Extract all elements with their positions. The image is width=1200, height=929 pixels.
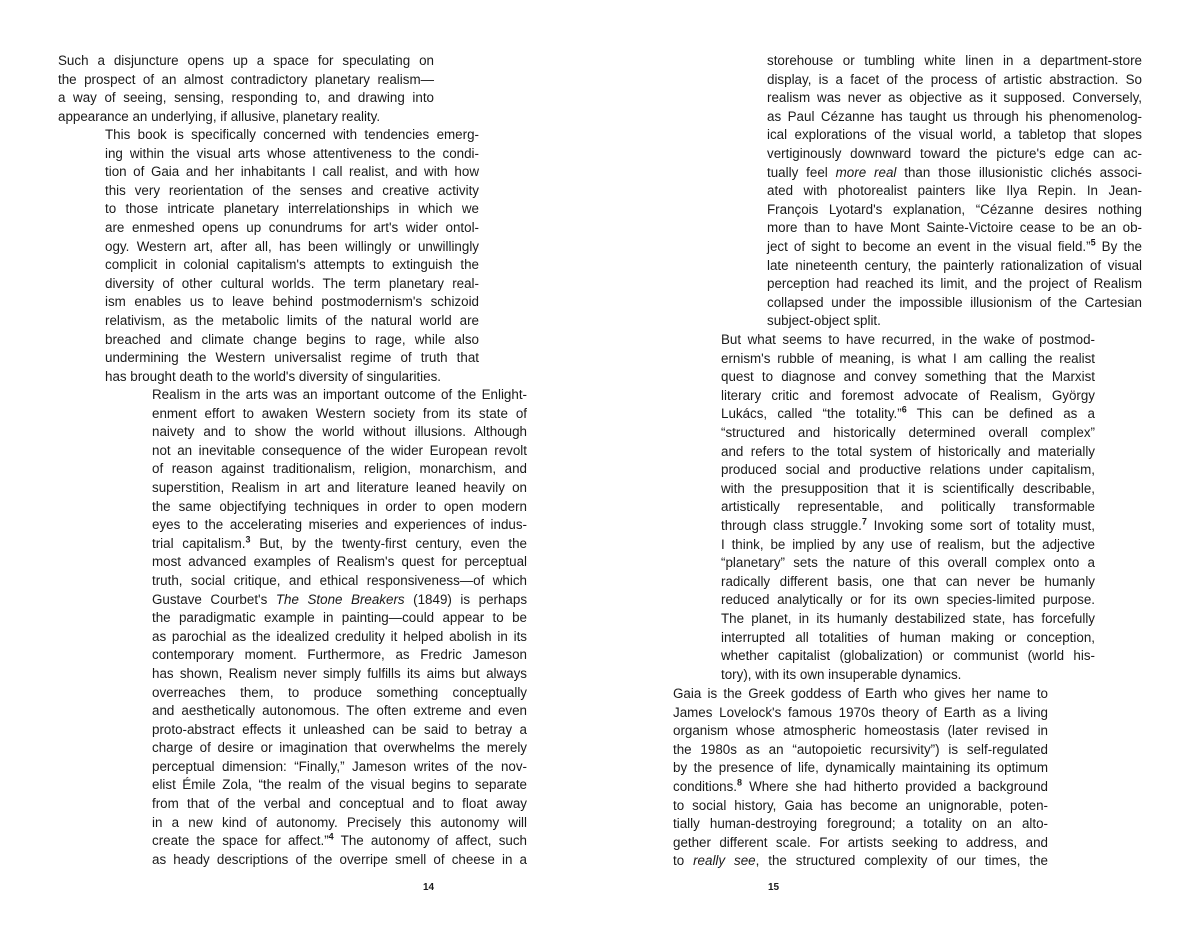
text-line: whether capitalist (globalization) or communist (world his- [721,648,1095,664]
text-line: a way of seeing, sensing, responding to, and drawing into [58,90,434,106]
text-line: ing within the visual arts whose attentiveness to the condi- [105,145,479,161]
text-run: tually feel [767,164,836,180]
text-line: I think, be implied by any use of realism, but the adjective [721,536,1095,552]
text-line: display, is a facet of the process of artistic abstraction. So [767,71,1142,87]
text-line: tion of Gaia and her inhabitants I call realist, and with how [105,164,479,180]
text-line: “structured and historically determined overall complex” [721,424,1095,440]
text-line: perception had reached its limit, and the project of Realism [767,276,1142,292]
text-line: and aesthetically autonomous. The often extreme and even [152,703,527,719]
text-run: Gustave Courbet's [152,591,276,607]
artwork-title: The Stone Breakers [275,591,405,607]
text-line: ical explorations of the visual world, a tabletop that slopes [767,127,1142,143]
text-line: this very reorientation of the senses and creative activity [105,182,479,198]
text-line: ogy. Western art, after all, has been willingly or unwillingly [105,238,479,254]
text-line: ernism's rubble of meaning, is what I am calling the realist [721,350,1095,366]
text-line: enment effort to awaken Western society from its state of [152,405,527,421]
text-run: ject of sight to become an event in the visual field.” [767,238,1091,254]
text-line: contemporary moment. Furthermore, as Fredric Jameson [152,647,527,663]
text-line: collapsed under the impossible illusionism of the Cartesian [767,294,1142,310]
text-line: and refers to the total system of historically and materially [721,443,1095,459]
text-line: has shown, Realism never simply fulfills its aims but always [152,665,527,681]
right-paragraph-3 [673,685,1048,871]
footnote-marker-7[interactable]: 7 [861,516,867,527]
text-line: Such a disjuncture opens up a space for speculating on [58,53,434,68]
text-line: as heady descriptions of the overripe smell of cheese in a [152,851,527,867]
text-line: elist Émile Zola, “the realm of the visual begins to separate [152,777,527,793]
text-line: are enmeshed opens up conundrums for art's wider ontol- [105,219,479,235]
text-line: “planetary” sets the nature of this overall complex onto a [721,555,1095,571]
text-line [767,238,1142,257]
text-run: Where she had hitherto provided a background [742,778,1048,794]
right-paragraph-1 [767,52,1142,331]
text-line [673,852,1048,871]
text-line [767,164,1142,183]
text-line: superstition, Realism in art and literature leaned heavily on [152,479,527,495]
text-line: truth, social critique, and ethical responsiveness—of which [152,572,527,588]
text-run: Invoking some sort of totality must, [866,517,1095,533]
text-line: realism was never as objective as it supposed. Conversely, [767,90,1142,106]
page-number: 15 [768,882,780,893]
text-line: with the presupposition that it is scientifically describable, [721,480,1095,496]
left-paragraph-1 [58,52,434,126]
text-line: Gaia is the Greek goddess of Earth who gives her name to [673,686,1048,701]
text-run: The autonomy of affect, such [333,833,527,849]
text-line: François Lyotard's explanation, “Cézanne desires nothing [767,201,1142,217]
text-run: through class struggle. [721,517,862,533]
text-run: Lukács, called “the totality.” [721,406,902,422]
text-line: This book is specifically concerned with tendencies emerg- [105,127,479,142]
text-line: diversity of other cultural worlds. The term planetary real- [105,275,479,291]
text-line: the prospect of an almost contradictory planetary realism— [58,71,434,87]
text-line: storehouse or tumbling white linen in a department-store [767,53,1142,68]
text-line: literary critic and foremost advocate of Realism, György [721,387,1095,403]
text-line: the 1980s as an “autopoietic recursivity”) is self-regulated [673,741,1048,757]
text-line: quest to diagnose and convey something that the Marxist [721,369,1095,385]
text-line [152,832,527,851]
text-line: vertiginously downward toward the picture's edge can ac- [767,145,1142,161]
text-line: late nineteenth century, the painterly rationalization of visual [767,257,1142,273]
text-line: radically different basis, one that can never be humanly [721,573,1095,589]
text-line: naivety and to show the world without illusions. Although [152,424,527,440]
text-line [152,591,527,610]
text-line: artistically representable, and politically transformable [721,499,1095,515]
right-paragraph-2 [721,331,1095,684]
text-line: The planet, in its humanly destabilized state, has forcefully [721,610,1095,626]
footnote-marker-3[interactable]: 3 [245,534,251,545]
text-line: has brought death to the world's diversity of singularities. [105,368,442,384]
text-line: to social history, Gaia has become an unignorable, poten- [673,797,1048,813]
text-line: relativism, as the metabolic limits of the natural world are [105,312,479,328]
text-line: breached and climate change begins to rage, while also [105,331,479,347]
text-run: , the structured complexity of our times, the [755,853,1049,869]
text-line: to those intricate planetary interrelationships in which we [105,201,479,217]
text-line: as Paul Cézanne has taught us through his phenomenolog- [767,108,1142,124]
text-line: most advanced examples of Realism's quest for perceptual [152,554,527,570]
left-paragraph-2 [105,126,479,386]
text-line: But what seems to have recurred, in the wake of postmod- [721,332,1095,347]
right-page [600,0,1200,929]
text-line: in a new kind of autonomy. Precisely this autonomy will [152,814,527,830]
text-line: of reason against traditionalism, religion, monarchism, and [152,461,527,477]
text-line: complicit in colonial capitalism's attempts to extinguish the [105,257,479,273]
text-line: undermining the Western universalist regime of truth that [105,350,479,366]
text-line: charge of desire or imagination that overwhelms the merely [152,740,527,756]
text-line: subject-object split. [767,313,881,329]
text-line: as parochial as the idealized credulity it helped abolish in its [152,628,527,644]
footnote-marker-5[interactable]: 5 [1090,237,1096,248]
text-line: gether different scale. For artists seeking to address, and [673,834,1048,850]
text-line: James Lovelock's famous 1970s theory of Earth as a living [673,704,1048,720]
text-line: eyes to the accelerating miseries and experiences of indus- [152,517,527,533]
text-line: produced social and productive relations under capitalism, [721,462,1095,478]
text-line [673,778,1048,797]
text-line: overreaches them, to produce something conceptually [152,684,527,700]
text-line: appearance an underlying, if allusive, planetary reality. [58,108,381,124]
text-run: to [673,853,694,869]
text-line: not an inevitable consequence of the wider European revolt [152,442,527,458]
text-line: tially human-destroying foreground; a totality on an alto- [673,816,1048,832]
text-run: conditions. [673,778,738,794]
text-run: trial capitalism. [152,535,246,551]
text-run: (1849) is perhaps [404,591,528,607]
emphasis: really see [693,853,756,869]
text-line: Realism in the arts was an important outcome of the Enlight- [152,387,527,402]
text-run: By the [1095,238,1142,254]
text-line: perceptual dimension: “Finally,” Jameson writes of the nov- [152,758,527,774]
text-line: more than to have Mont Sainte-Victoire cease to be an ob- [767,220,1142,236]
text-line: from that of the verbal and conceptual and to float away [152,796,527,812]
text-run: create the space for affect.” [152,833,329,849]
page-number: 14 [423,882,435,893]
footnote-marker-4[interactable]: 4 [328,831,334,842]
text-line [152,535,527,554]
text-line: interrupted all totalities of human making or conception, [721,629,1095,645]
text-run: This can be defined as a [906,406,1095,422]
text-line: proto-abstract effects it unleashed can be said to betray a [152,721,527,737]
text-line: ism enables us to leave behind postmodernism's schizoid [105,294,479,310]
footnote-marker-8[interactable]: 8 [737,777,743,788]
text-line [721,517,1095,536]
text-line [721,405,1095,424]
footnote-marker-6[interactable]: 6 [901,404,907,415]
text-run: than those illusionistic clichés associ- [896,164,1142,180]
text-line: reduced analytically or for its own species-limited purpose. [721,592,1095,608]
text-line: the paradigmatic example in painting—could appear to be [152,610,527,626]
text-line: the same objectifying techniques in order to open modern [152,498,527,514]
text-line: by the presence of life, dynamically maintaining its optimum [673,760,1048,776]
text-run: But, by the twenty-first century, even the [250,535,527,551]
left-paragraph-3 [152,386,527,869]
text-line: ated with photorealist painters like Ilya Repin. In Jean- [767,183,1142,199]
text-line: organism whose atmospheric homeostasis (later revised in [673,723,1048,739]
text-line: tory), with its own insuperable dynamics. [721,666,962,682]
emphasis: more real [835,164,897,180]
